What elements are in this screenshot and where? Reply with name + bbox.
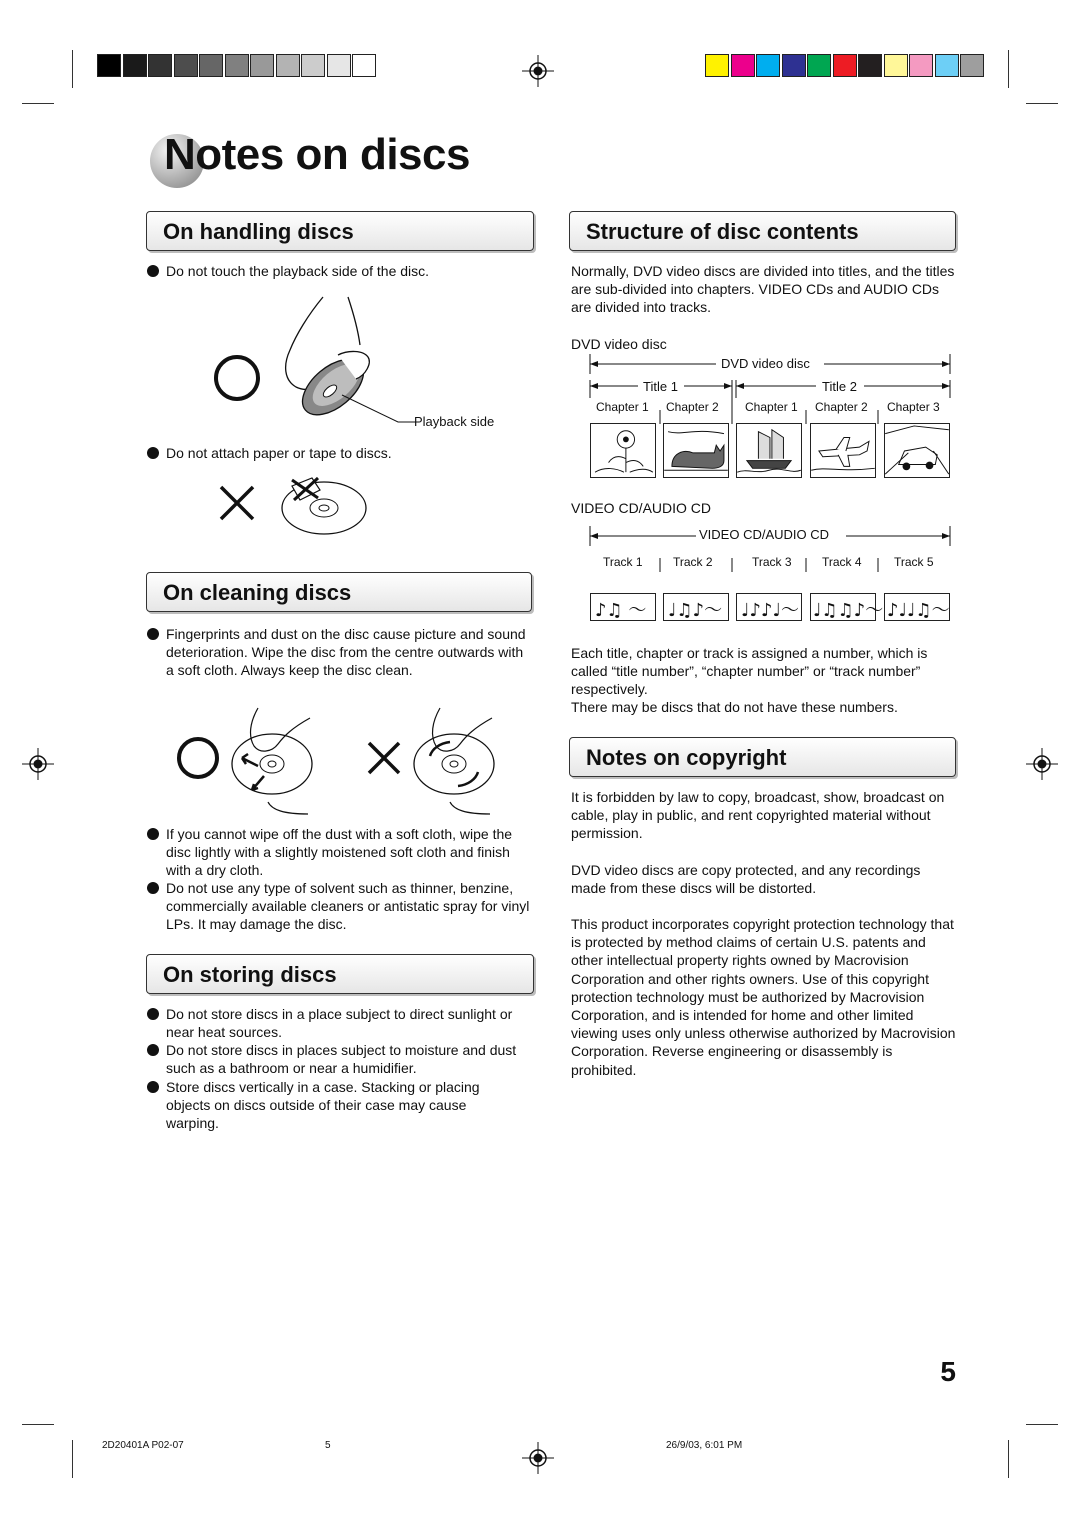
bullet-text: Do not store discs in places subject to moisture and dust such as a bathroom or near a humidifier. [166, 1042, 517, 1077]
crop-mark [1008, 1440, 1009, 1478]
chapter-thumbnail-plane [810, 423, 876, 478]
section-heading-text: On handling discs [163, 219, 354, 244]
track-label: Track 5 [894, 555, 934, 569]
music-notes-icon: ♪♩♩♫～ [887, 600, 950, 621]
chapter-label: Chapter 2 [666, 400, 719, 414]
music-notes-icon: ♩♪♪♩～ [741, 600, 799, 621]
registration-mark-icon [1026, 748, 1058, 780]
section-heading-text: Notes on copyright [586, 745, 787, 770]
track-label: Track 3 [752, 555, 792, 569]
color-swatch [756, 54, 780, 77]
crop-mark [72, 1440, 73, 1478]
music-notes-icon: ♩♫♫♪～ [813, 600, 884, 621]
color-swatch [123, 54, 147, 77]
track-note-box [590, 593, 656, 621]
copyright-paragraph-3: This product incorporates copyright protection technology that is protected by method claims of certain U.S. patents and other intellectual property rights owned by Macrovision Corporation and other rights owners. Use of this copyright protection technology must be authorized by Macrovision Corporation, and is intended for home and other limited viewing uses only unless otherwise authorized by Macrovision Corporation. Reverse engineering or disassembly is prohibited. [571, 916, 956, 1078]
track-label: Track 2 [673, 555, 713, 569]
chapter-thumbnail-ship [736, 423, 802, 478]
color-swatch [782, 54, 806, 77]
section-heading-text: On cleaning discs [163, 580, 352, 605]
page-number: 5 [940, 1356, 956, 1387]
bullet-text: Do not attach paper or tape to discs. [166, 445, 392, 461]
title-2-label: Title 2 [822, 379, 857, 394]
color-swatch [960, 54, 984, 77]
chapter-label: Chapter 3 [887, 400, 940, 414]
vcd-audio-cd-label: VIDEO CD/AUDIO CD [571, 500, 712, 516]
color-swatch [250, 54, 274, 77]
section-heading-cleaning [146, 572, 532, 612]
dvd-video-disc-label: DVD video disc [571, 336, 667, 352]
page-title: Notes on discs [164, 130, 470, 179]
track-note-box [810, 593, 884, 621]
color-swatch [935, 54, 959, 77]
copyright-paragraph-2: DVD video discs are copy protected, and any recordings made from these discs will be distorted. [571, 862, 921, 897]
bullet-icon [147, 1008, 159, 1020]
crop-mark [1026, 103, 1058, 104]
color-swatch [199, 54, 223, 77]
color-swatch [225, 54, 249, 77]
section-heading-copyright [569, 737, 956, 777]
color-swatch [807, 54, 831, 77]
section-heading-text: Structure of disc contents [586, 219, 859, 244]
bullet-text: Do not use any type of solvent such as thinner, benzine, commercially available cleaners or antistatic spray for vinyl LPs. It may damage the disc. [166, 880, 530, 933]
chapter-thumbnail-flower [590, 423, 656, 478]
structure-note: There may be discs that do not have these numbers. [571, 699, 898, 715]
not-allowed-x-icon [366, 740, 402, 776]
music-notes-icon: ♩♫♪～ [668, 600, 723, 621]
crop-mark [22, 103, 54, 104]
bullet-text: Do not store discs in a place subject to direct sunlight or near heat sources. [166, 1006, 513, 1041]
track-label: Track 4 [822, 555, 862, 569]
bullet-text: Do not touch the playback side of the disc. [166, 263, 430, 279]
disc-with-tape-illustration [278, 474, 370, 538]
chapter-thumbnail-cat [663, 423, 729, 478]
track-note-box [736, 593, 802, 621]
bullet-icon [147, 1081, 159, 1093]
registration-mark-icon [522, 1442, 554, 1474]
music-notes-icon: ♪♫ ～ [595, 600, 647, 621]
structure-intro: Normally, DVD video discs are divided into titles, and the titles are sub-divided into chapters. VIDEO CDs and AUDIO CDs are divided into tracks. [571, 263, 955, 316]
vcd-bracket-label: VIDEO CD/AUDIO CD [699, 527, 830, 542]
registration-mark-icon [522, 55, 554, 87]
color-swatch [327, 54, 351, 77]
track-label: Track 1 [603, 555, 643, 569]
bullet-text: Store discs vertically in a case. Stacking or placing objects on discs outside of their case may cause warping. [166, 1079, 480, 1132]
registration-mark-icon [22, 748, 54, 780]
ok-circle-icon [177, 737, 219, 779]
chapter-thumbnail-car [884, 423, 950, 478]
section-heading-handling [146, 211, 534, 251]
bullet-icon [147, 828, 159, 840]
color-swatch [352, 54, 376, 77]
copyright-paragraph-1: It is forbidden by law to copy, broadcast, show, broadcast on cable, play in public, and rent copyrighted material without permission. [571, 789, 945, 842]
color-swatch [705, 54, 729, 77]
chapter-label: Chapter 1 [596, 400, 649, 414]
footer-timestamp: 26/9/03, 6:01 PM [666, 1440, 743, 1451]
hand-holding-disc-illustration [268, 295, 418, 430]
bullet-text: Fingerprints and dust on the disc cause picture and sound deterioration. Wipe the disc from the centre outwards with a soft cloth. Always keep the disc clean. [166, 626, 526, 679]
circular-wipe-illustration [410, 706, 500, 816]
footer-job-id: 2D20401A P02-07 [102, 1440, 184, 1451]
bullet-icon [147, 882, 159, 894]
track-note-box [884, 593, 950, 621]
section-heading-structure [569, 211, 956, 251]
structure-outro: Each title, chapter or track is assigned a number, which is called “title number”, “chapter number” or “track number” respectively. [571, 645, 928, 698]
not-allowed-x-icon [218, 484, 256, 522]
crop-mark [22, 1424, 54, 1425]
bullet-text: If you cannot wipe off the dust with a soft cloth, wipe the disc lightly with a slightly moistened soft cloth and finish with a dry cloth. [166, 826, 513, 879]
crop-mark [72, 50, 73, 88]
chapter-label: Chapter 1 [745, 400, 798, 414]
wipe-from-centre-illustration [228, 706, 318, 816]
bullet-icon [147, 265, 159, 277]
color-swatch [909, 54, 933, 77]
color-swatch [174, 54, 198, 77]
title-1-label: Title 1 [643, 379, 678, 394]
ok-circle-icon [214, 355, 260, 401]
section-heading-text: On storing discs [163, 962, 337, 987]
color-swatch [884, 54, 908, 77]
playback-side-label: Playback side [414, 414, 495, 429]
crop-mark [1008, 50, 1009, 88]
bullet-icon [147, 1044, 159, 1056]
footer-page: 5 [325, 1440, 331, 1451]
track-note-box [663, 593, 729, 621]
color-swatch [276, 54, 300, 77]
color-swatch [148, 54, 172, 77]
chapter-label: Chapter 2 [815, 400, 868, 414]
color-swatch [731, 54, 755, 77]
section-heading-storing [146, 954, 534, 994]
color-swatch [301, 54, 325, 77]
color-swatch [833, 54, 857, 77]
color-swatch [97, 54, 121, 77]
color-swatch [858, 54, 882, 77]
bullet-icon [147, 447, 159, 459]
dvd-bracket-label: DVD video disc [721, 356, 810, 371]
bullet-icon [147, 628, 159, 640]
crop-mark [1026, 1424, 1058, 1425]
